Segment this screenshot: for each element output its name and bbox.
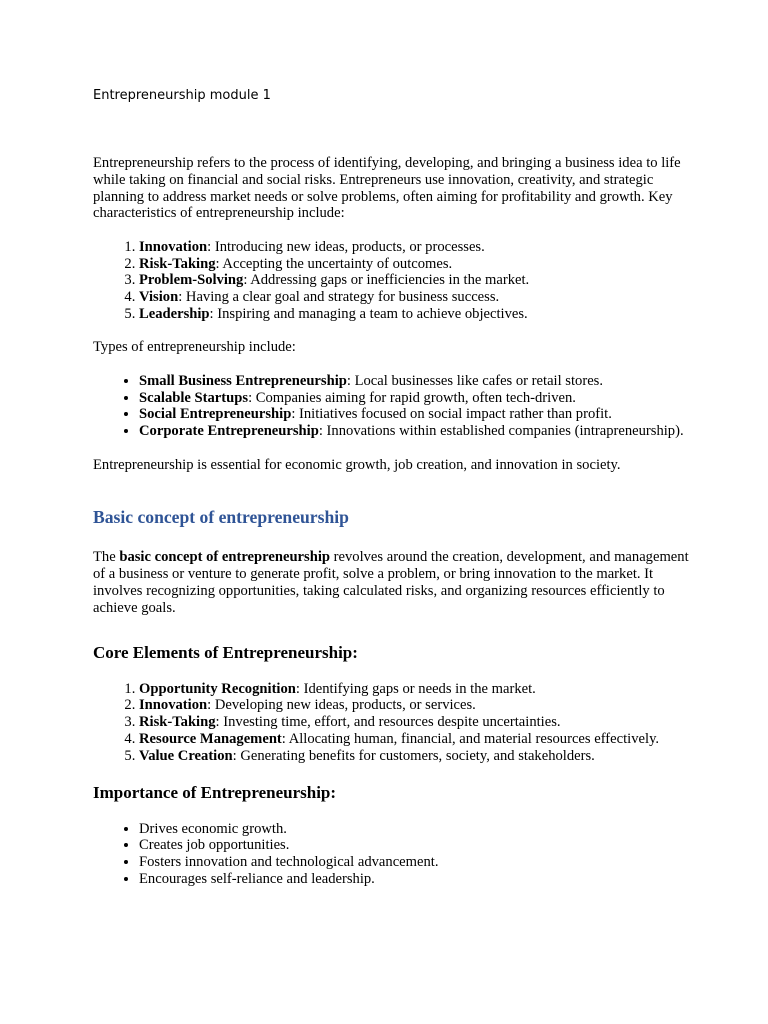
item-term: Social Entrepreneurship <box>139 406 292 423</box>
item-desc: : Addressing gaps or inefficiencies in the market. <box>243 272 530 289</box>
essential-paragraph: Entrepreneurship is essential for economic growth, job creation, and innovation in society. <box>93 456 621 473</box>
item-term: Problem-Solving <box>139 272 244 289</box>
item-desc: : Allocating human, financial, and material resources effectively. <box>281 730 660 747</box>
item-desc: : Companies aiming for rapid growth, often tech-driven. <box>248 389 576 406</box>
importance-heading: Importance of Entrepreneurship: <box>93 782 337 802</box>
basic-pre: The <box>93 549 120 566</box>
list-item <box>139 390 693 407</box>
item-term: Scalable Startups <box>139 389 249 406</box>
item-term: Vision <box>139 289 179 306</box>
basic-bold: basic concept of entrepreneurship <box>119 549 330 566</box>
document-title: Entrepreneurship module 1 <box>93 88 271 103</box>
list-item <box>139 373 693 390</box>
basic-post: revolves around the creation, development, and management of a business or venture to generate profit, solve a problem, or bring innovation to the market. It involves recognizing opportunities, taking calculated risks, and organizing resources efficiently to achieve goals. <box>93 549 689 616</box>
importance-list <box>93 821 693 888</box>
list-item <box>139 731 693 748</box>
item-term: Innovation <box>139 697 208 714</box>
item-desc: : Identifying gaps or needs in the market. <box>295 680 536 697</box>
item-term: Corporate Entrepreneurship <box>139 423 319 440</box>
item-term: Small Business Entrepreneurship <box>139 372 347 389</box>
item-desc: : Innovations within established companies (intrapreneurship). <box>318 423 684 440</box>
basic-concept-paragraph <box>93 549 693 616</box>
list-item <box>139 289 693 306</box>
item-term: Value Creation <box>139 747 233 764</box>
intro-paragraph: Entrepreneurship refers to the process of identifying, developing, and bringing a business idea to life while taking on financial and social risks. Entrepreneurs use innovation, creativity, and strategic planning to address market needs or solve problems, often aiming for profitability and growth. Key characteristics of entrepreneurship include: <box>93 155 681 222</box>
item-term: Opportunity Recognition <box>139 680 296 697</box>
item-term: Resource Management <box>139 730 282 747</box>
document-body <box>93 155 693 904</box>
list-item: • Creates job opportunities. <box>139 837 693 854</box>
list-item: • Drives economic growth. <box>139 821 693 838</box>
characteristics-list <box>93 239 693 323</box>
list-item <box>139 256 693 273</box>
item-desc: : Generating benefits for customers, society, and stakeholders. <box>232 747 595 764</box>
list-item <box>139 697 693 714</box>
item-desc: : Accepting the uncertainty of outcomes. <box>215 255 453 272</box>
core-elements-heading: Core Elements of Entrepreneurship: <box>93 642 358 662</box>
list-item <box>139 714 693 731</box>
item-desc: : Investing time, effort, and resources despite uncertainties. <box>215 714 561 731</box>
item-term: Innovation <box>139 238 208 255</box>
item-desc: : Inspiring and managing a team to achieve objectives. <box>209 305 528 322</box>
list-item <box>139 681 693 698</box>
item-desc: : Developing new ideas, products, or services. <box>207 697 476 714</box>
types-intro: Types of entrepreneurship include: <box>93 339 296 356</box>
list-item <box>139 748 693 765</box>
list-item <box>139 423 693 440</box>
item-term: Leadership <box>139 305 210 322</box>
list-item: • Encourages self-reliance and leadership. <box>139 871 693 888</box>
list-item <box>139 306 693 323</box>
item-term: Risk-Taking <box>139 714 216 731</box>
list-item <box>139 406 693 423</box>
list-item: • Fosters innovation and technological advancement. <box>139 854 693 871</box>
core-elements-list <box>93 681 693 765</box>
list-item <box>139 239 693 256</box>
item-desc: : Having a clear goal and strategy for business success. <box>178 289 500 306</box>
item-desc: : Initiatives focused on social impact rather than profit. <box>291 406 612 423</box>
item-term: Risk-Taking <box>139 255 216 272</box>
item-desc: : Introducing new ideas, products, or processes. <box>207 238 485 255</box>
basic-concept-heading: Basic concept of entrepreneurship <box>93 507 349 528</box>
item-desc: : Local businesses like cafes or retail stores. <box>346 372 604 389</box>
types-list <box>93 373 693 440</box>
list-item <box>139 272 693 289</box>
